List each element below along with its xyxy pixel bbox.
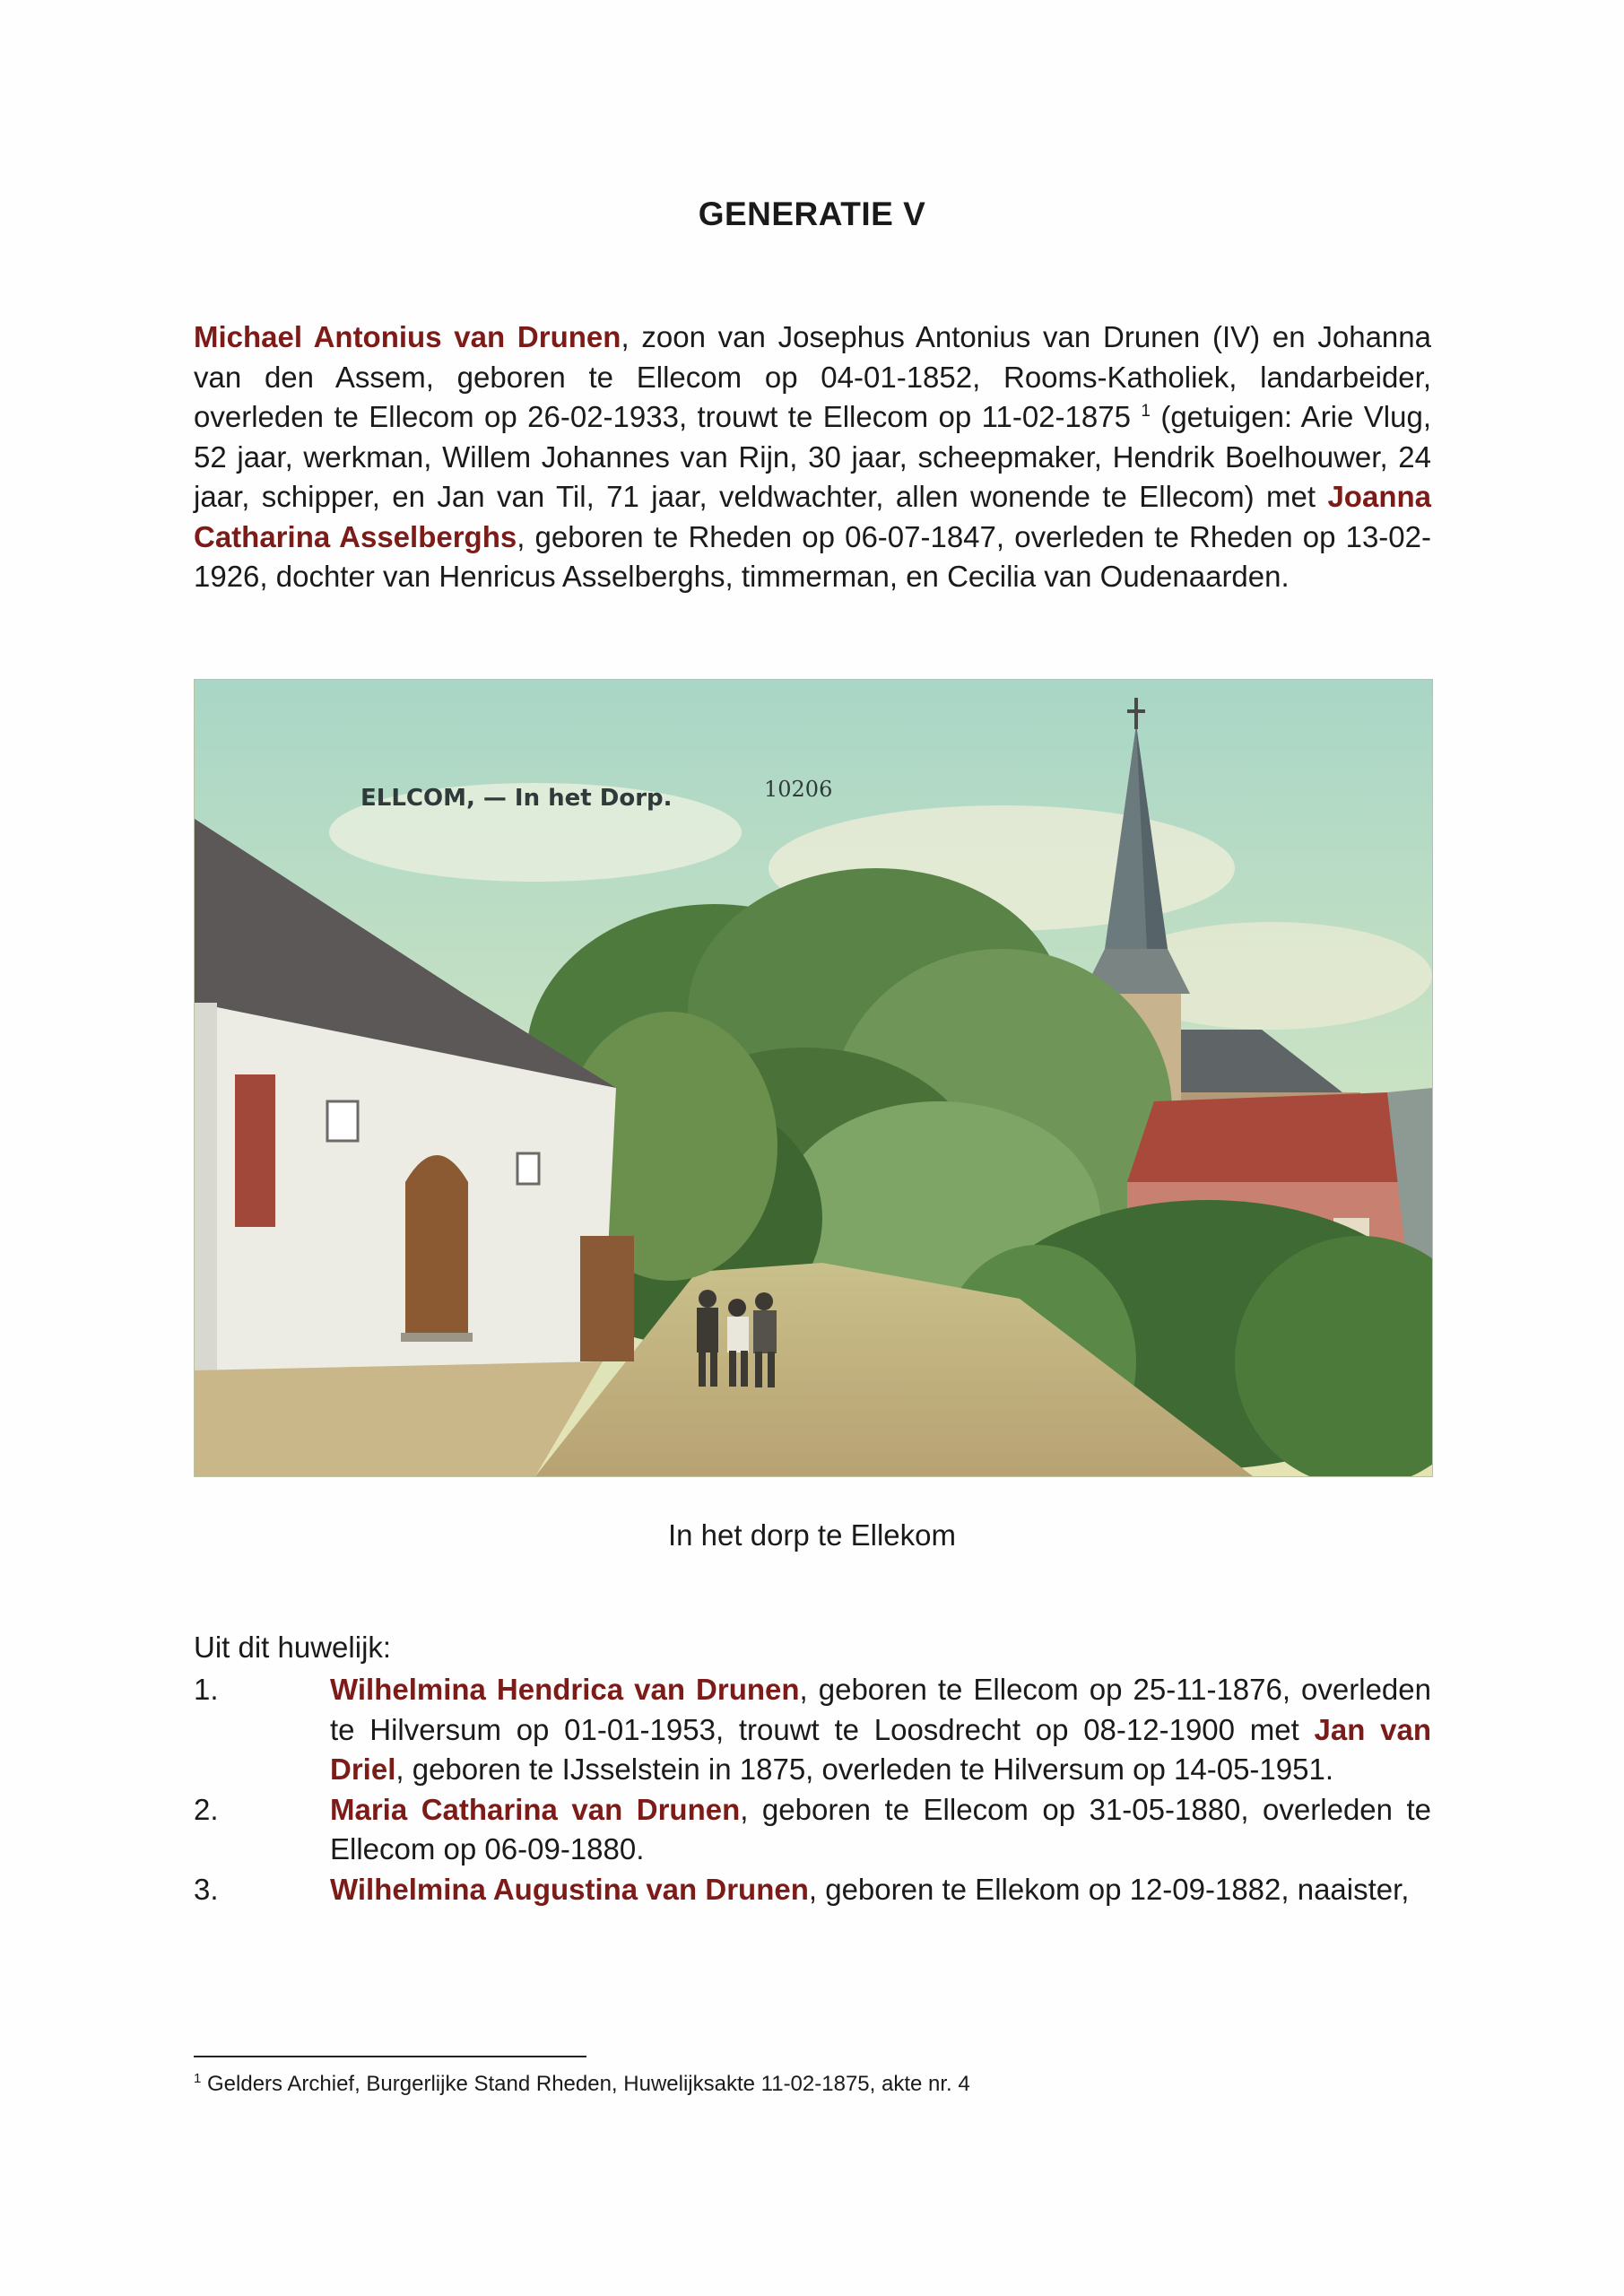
child-spouse-name: Jan van Driel: [330, 1712, 1431, 1786]
child-name: Wilhelmina Hendrica van Drunen: [330, 1673, 800, 1706]
spouse-name: Joanna Catharina Asselberghs: [194, 480, 1431, 553]
footnote-divider: [194, 2056, 586, 2057]
person-name: Michael Antonius van Drunen: [194, 320, 621, 353]
footnote-reference[interactable]: 1: [1141, 402, 1151, 421]
page-title: GENERATIE V: [698, 196, 926, 232]
paragraph-text-2: (getuigen: Arie Vlug, 52 jaar, werkman, Willem Johannes van Rijn, 30 jaar, scheepmaker, Hendrik Boelhouwer, 24 jaar, schipper, en Jan van Til, 71 jaar, veldwachter, allen wonende te Ellecom) met: [194, 400, 1431, 513]
list-item: [194, 1790, 1431, 1870]
child-text-1: , geboren te Ellekom op 12-09-1882, naaister,: [808, 1872, 1410, 1906]
child-name: Maria Catharina van Drunen: [330, 1792, 741, 1826]
children-intro: Uit dit huwelijk:: [194, 1631, 392, 1664]
footnote-marker: 1: [194, 2071, 202, 2086]
village-postcard-photo: [194, 679, 1433, 1477]
child-text-1: , geboren te Ellecom op 25-11-1876, overleden te Hilversum op 01-01-1953, trouwt te Loosdrecht op 08-12-1900 met: [330, 1673, 1431, 1746]
list-number: 3.: [194, 1872, 219, 1906]
list-item: [194, 1870, 1431, 1910]
child-text-2: , geboren te IJsselstein in 1875, overleden te Hilversum op 14-05-1951.: [395, 1752, 1333, 1786]
list-number: 1.: [194, 1673, 219, 1706]
child-text-1: , geboren te Ellecom op 31-05-1880, overleden te Ellecom op 06-09-1880.: [330, 1792, 1432, 1866]
footnote-text: Gelders Archief, Burgerlijke Stand Rheden, Huwelijksakte 11-02-1875, akte nr. 4: [201, 2072, 970, 2096]
paragraph-text-1: , zoon van Josephus Antonius van Drunen (IV) en Johanna van den Assem, geboren te Ellecom op 04-01-1852, Rooms-Katholiek, landarbeider, overleden te Ellecom op 26-02-1933, trouwt te Ellecom op 11-02-1875: [194, 320, 1431, 433]
child-name: Wilhelmina Augustina van Drunen: [330, 1872, 809, 1906]
photo-caption: In het dorp te Ellekom: [667, 1518, 956, 1552]
list-item: [194, 1670, 1431, 1790]
list-number: 2.: [194, 1792, 219, 1826]
paragraph-text-3: , geboren te Rheden op 06-07-1847, overleden te Rheden op 13-02-1926, dochter van Henricus Asselberghs, timmerman, en Cecilia van Oudenaarden.: [194, 519, 1431, 593]
main-paragraph: [194, 317, 1431, 597]
children-list: [194, 1670, 1431, 1909]
postcard-number-text: 10206: [764, 777, 833, 802]
footnote: [194, 2072, 970, 2097]
postcard-title-text: ELLCOM, — In het Dorp.: [360, 785, 673, 812]
